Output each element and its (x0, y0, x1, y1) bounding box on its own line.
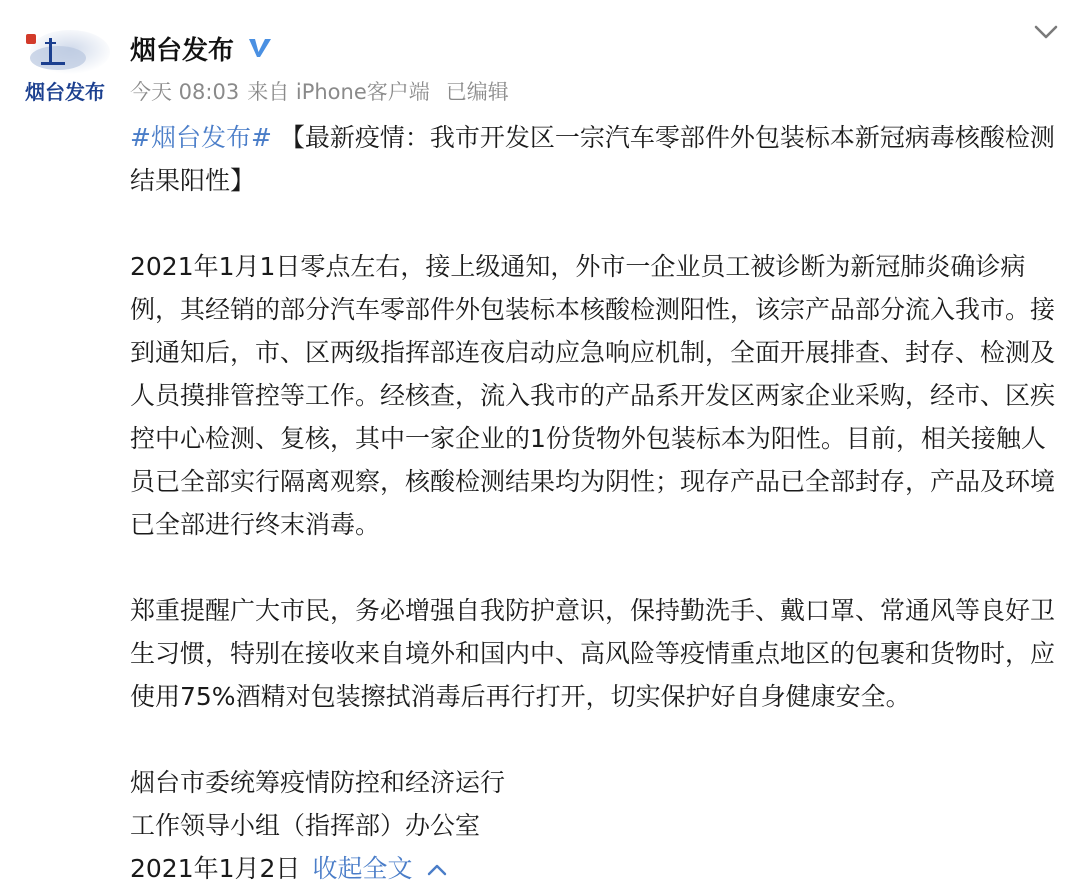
post-header (130, 28, 274, 68)
date-row (130, 847, 1060, 890)
chevron-down-icon[interactable] (1032, 20, 1060, 44)
verified-v-icon (246, 34, 274, 62)
post-meta (130, 76, 509, 106)
account-name[interactable]: 烟台发布 (130, 35, 235, 66)
post-time: 今天 08:03 (130, 80, 240, 104)
headline-text: 【最新疫情：我市开发区一宗汽车零部件外包装标本新冠病毒核酸检测结果阳性】 (130, 123, 1055, 195)
signature-line-1: 烟台市委统筹疫情防控和经济运行 (130, 768, 506, 797)
edited-label[interactable]: 已编辑 (445, 80, 509, 104)
chevron-up-icon[interactable] (426, 863, 448, 877)
post-body (130, 116, 1060, 890)
body-paragraph-2: 郑重提醒广大市民，务必增强自我防护意识，保持勤洗手、戴口罩、常通风等良好卫生习惯，特别在接收来自境外和国内中、高风险等疫情重点地区的包裹和货物时，应使用75%酒精对包装擦拭消毒后再行打开，切实保护好自身健康安全。 (130, 596, 1056, 711)
post-date: 2021年1月2日 (130, 854, 301, 883)
post-source[interactable]: 来自 iPhone客户端 (247, 80, 430, 104)
avatar[interactable] (18, 18, 112, 112)
body-paragraph-1: 2021年1月1日零点左右，接上级通知，外市一企业员工被诊断为新冠肺炎确诊病例，其经销的部分汽车零部件外包装标本核酸检测阳性，该宗产品部分流入我市。接到通知后，市、区两级指挥部连夜启动应急响应机制，全面开展排查、封存、检测及人员摸排管控等工作。经核查，流入我市的产品系开发区两家企业采购，经市、区疾控中心检测、复核，其中一家企业的1份货物外包装标本为阳性。目前，相关接触人员已全部实行隔离观察，核酸检测结果均为阴性；现存产品已全部封存，产品及环境已全部进行终末消毒。 (130, 252, 1056, 539)
signature-line-2: 工作领导小组（指挥部）办公室 (130, 811, 481, 840)
hashtag-link[interactable]: #烟台发布# (130, 123, 272, 152)
collapse-link[interactable]: 收起全文 (312, 854, 413, 883)
avatar-label: 烟台发布 (25, 80, 105, 104)
headline-paragraph (130, 116, 1060, 202)
